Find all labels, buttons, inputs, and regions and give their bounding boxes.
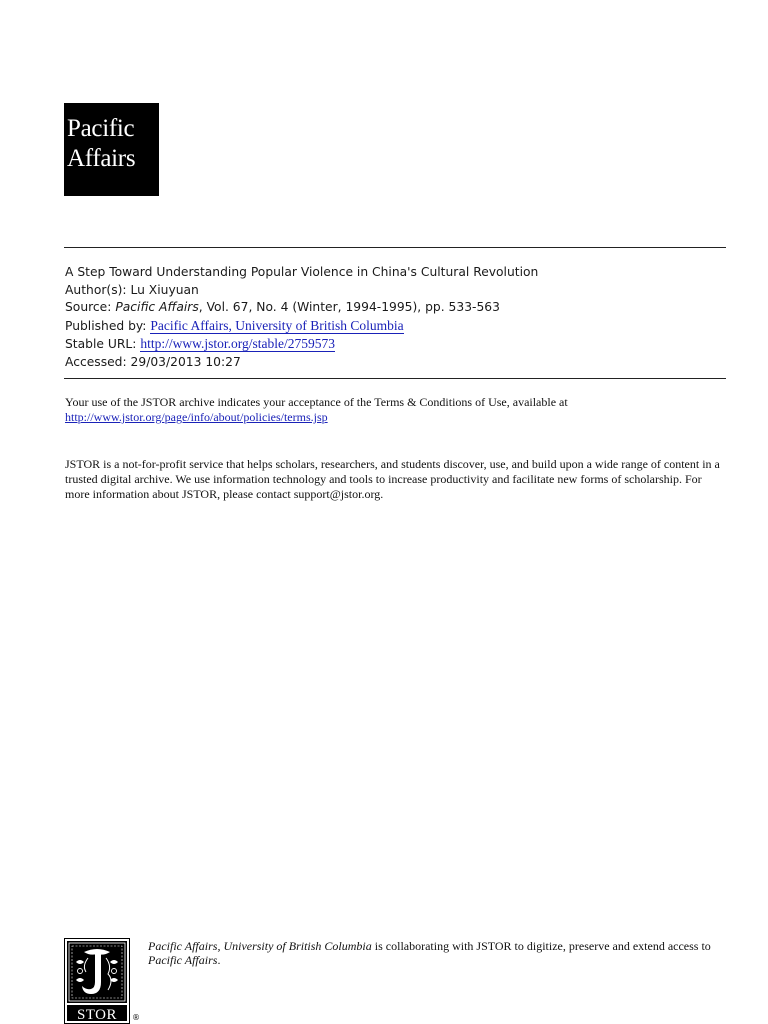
registered-mark: ® — [132, 1013, 140, 1022]
terms-link[interactable]: http://www.jstor.org/page/info/about/policies/terms.jsp — [65, 410, 328, 424]
accessed-line — [65, 354, 725, 372]
footer-middle-text: is collaborating with JSTOR to digitize, preserve and extend access to — [371, 939, 711, 953]
publisher-line — [65, 317, 725, 336]
footer-publisher: Pacific Affairs, University of British Columbia — [148, 939, 372, 953]
terms-notice — [65, 395, 725, 425]
top-divider — [64, 247, 726, 248]
accessed-label: Accessed: — [65, 354, 127, 369]
publisher-link[interactable]: Pacific Affairs, University of British Columbia — [150, 317, 404, 333]
journal-logo-line1: Pacific — [67, 115, 135, 142]
jstor-about: JSTOR is a not-for-profit service that helps scholars, researchers, and students discover, use, and build upon a wide range of content in a trusted digital archive. We use information technology and tools to increase productivity and facilitate new forms of scholarship. For more information about JSTOR, please contact support@jstor.org. — [65, 457, 720, 502]
stable-url-link[interactable]: http://www.jstor.org/stable/2759573 — [140, 336, 335, 352]
journal-logo — [64, 103, 159, 196]
article-title: A Step Toward Understanding Popular Violence in China's Cultural Revolution — [65, 265, 539, 279]
stable-url-label: Stable URL: — [65, 337, 137, 352]
journal-logo-line2: Affairs — [67, 145, 136, 172]
source-line — [65, 299, 725, 317]
source-label: Source: — [65, 300, 112, 315]
authors-value: Lu Xiuyuan — [130, 282, 199, 297]
accessed-value: 29/03/2013 10:27 — [130, 354, 241, 369]
authors-line — [65, 282, 725, 300]
publisher-label: Published by: — [65, 318, 147, 333]
footer-end: . — [217, 952, 221, 967]
bottom-divider — [64, 378, 726, 379]
terms-text: Your use of the JSTOR archive indicates your acceptance of the Terms & Conditions of Use, available at — [65, 395, 568, 409]
source-journal: Pacific Affairs — [115, 300, 199, 315]
collaboration-note — [148, 940, 728, 967]
source-details: , Vol. 67, No. 4 (Winter, 1994-1995), pp. 533-563 — [198, 300, 500, 315]
stable-url-line — [65, 335, 725, 354]
citation-block — [65, 264, 725, 372]
footer-journal: Pacific Affairs — [148, 952, 218, 967]
jstor-logo-text: STOR — [76, 1007, 118, 1023]
jstor-logo — [64, 938, 130, 1024]
authors-label: Author(s): — [65, 282, 127, 297]
